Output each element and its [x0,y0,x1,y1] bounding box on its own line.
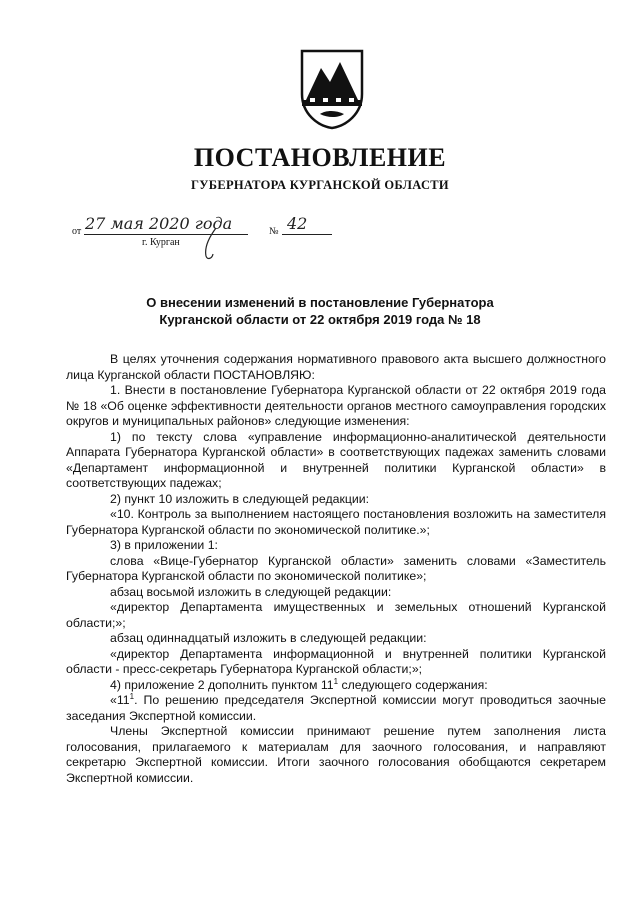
subject-line-1: О внесении изменений в постановление Губернатора [146,295,494,310]
paragraph-12-text: 4) приложение 2 дополнить пунктом 11 [110,677,334,692]
paragraph-12 [66,678,606,694]
paragraph-12-sup: 1 [333,676,339,686]
paragraph-7: слова «Вице-Губернатор Курганской области» заменить словами «Заместитель Губернатора Курганской области по экономической политике»; [66,553,606,583]
number-underline [282,234,332,235]
paragraph-10: абзац одиннадцатый изложить в следующей редакции: [110,631,427,645]
paragraph-9: «директор Департамента имущественных и земельных отношений Курганской области;»; [66,600,606,630]
paragraph-1: В целях уточнения содержания нормативного правового акта высшего должностного лица Курганской области ПОСТАНОВЛЯЮ: [66,352,606,382]
paragraph-13-tail: . По решению председателя Экспертной комиссии могут проводиться заочные заседания Экспертной комиссии. [66,693,606,723]
subject-line-2: Курганской области от 22 октября 2019 года № 18 [159,312,481,327]
paragraph-13-sup: 1 [129,691,135,701]
document-subtitle: ГУБЕРНАТОРА КУРГАНСКОЙ ОБЛАСТИ [191,178,449,192]
paragraph-3: 1) по тексту слова «управление информационно-аналитической деятельности Аппарата Губернатора Курганской области» в соответствующих падежах заменить словами «Департамент информационной и внутренней политики Курганской области» в соответствующих падежах; [66,429,606,490]
document-title: ПОСТАНОВЛЕНИЕ [193,143,447,172]
paragraph-12-tail: следующего содержания: [338,677,488,692]
handwritten-number: 42 [287,214,308,233]
paragraph-8: абзац восьмой изложить в следующей редакции: [110,584,392,599]
paragraph-11: «директор Департамента информационной и внутренней политики Курганской области - пресс-секретарь Губернатора Курганской области;»; [66,646,606,676]
paragraph-5: «10. Контроль за выполнением настоящего постановления возложить на заместителя Губернатора Курганской области по экономической политике.»; [66,507,606,537]
paragraph-2: 1. Внести в постановление Губернатора Курганской области от 22 октября 2019 года № 18 «Об оценке эффективности деятельности органов местного самоуправления городских округов и муниципальных районов» следующие изменения: [66,383,606,428]
handwriting-flourish [196,226,226,262]
date-prefix: от [72,226,82,237]
paragraph-6: 3) в приложении 1: [110,538,218,552]
document-body [66,352,606,786]
coat-of-arms-icon [296,48,368,130]
paragraph-14: Члены Экспертной комиссии принимают решение путем заполнения листа голосования, прилагаемого к материалам для заочного голосования, и направляют секретарю Экспертной комиссии. Итоги заочного голосования обобщаются секретарем Экспертной комиссии. [66,724,606,785]
paragraph-13-text: «11 [110,693,130,707]
paragraph-4: 2) пункт 10 изложить в следующей редакции: [110,491,370,506]
subject-heading [0,294,640,328]
city-label: г. Курган [142,237,180,248]
paragraph-13 [66,693,606,724]
number-prefix: № [269,226,279,237]
handwritten-date: 27 мая 2020 года [85,214,233,233]
